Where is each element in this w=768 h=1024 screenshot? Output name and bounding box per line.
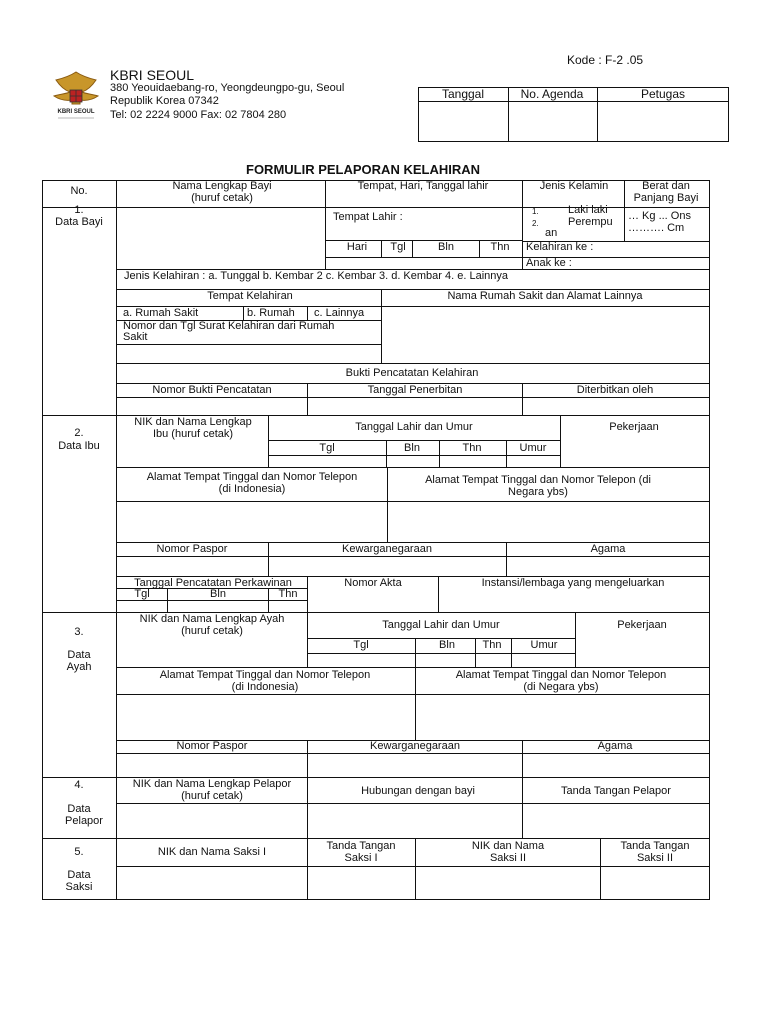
sec3-number: 3. [74,626,84,638]
kawin-bln-label: Bln [210,588,226,600]
org-address-line2: Republik Korea 07342 [110,95,219,107]
pelapor-nik-label-2: (huruf cetak) [181,790,243,802]
org-name: KBRI SEOUL [110,67,195,83]
tgl-field[interactable] [382,258,411,268]
form-code: Kode : F-2 .05 [567,53,644,67]
kelahiran-ke-field[interactable] [604,242,708,256]
sec5-number: 5. [74,846,84,858]
pelapor-hubungan-field[interactable] [308,804,521,837]
nomor-bukti-field[interactable] [117,398,306,414]
kawin-tgl-label: Tgl [134,588,150,600]
sec5-name-2: Saksi [65,881,93,893]
ibu-tgl-field[interactable] [269,456,385,466]
nomor-surat-field[interactable] [117,345,380,362]
tgl-terbit-field[interactable] [308,398,521,414]
opt-lainnya[interactable]: c. Lainnya [314,307,365,319]
saksi2-ttd-label-1: Tanda Tangan [620,840,690,852]
reg-agenda-label: No. Agenda [520,87,584,101]
ayah-umur-label: Umur [530,639,558,651]
ibu-alamat-id-1: Alamat Tempat Tinggal dan Nomor Telepon [146,471,358,483]
nomor-bukti-label: Nomor Bukti Pencatatan [152,384,272,396]
reg-tanggal-field[interactable] [419,102,507,141]
saksi2-nik-field[interactable] [416,867,599,899]
opt-rumah[interactable]: b. Rumah [247,307,295,319]
panjang-cm[interactable]: ………. Cm [628,222,685,234]
sec1-name: Data Bayi [55,216,103,228]
label-bln: Bln [438,241,454,253]
pelapor-ttd-field[interactable] [523,804,709,837]
col-ttl: Tempat, Hari, Tanggal lahir [357,180,489,192]
ibu-kewarganegaraan-label: Kewarganegaraan [342,543,432,555]
ayah-kewarganegaraan-label: Kewarganegaraan [370,740,460,752]
bln-field[interactable] [413,258,478,268]
ayah-bln-field[interactable] [416,654,474,666]
saksi2-ttd-field[interactable] [601,867,709,899]
ayah-pekerjaan-label: Pekerjaan [617,619,667,631]
nomor-surat-label-2: Sakit [123,331,148,343]
ibu-alamat-ln-1: Alamat Tempat Tinggal dan Nomor Telepon (di [425,474,651,486]
ayah-kewarganegaraan-field[interactable] [308,754,521,776]
jk-opt2-label[interactable]: Perempu [568,216,613,228]
sec1-number: 1. [74,204,84,216]
ibu-agama-label: Agama [590,543,626,555]
ibu-ttl-label: Tanggal Lahir dan Umur [355,421,473,433]
jk-opt1-label[interactable]: Laki laki [568,204,608,216]
pelapor-ttd-label: Tanda Tangan Pelapor [561,785,671,797]
ayah-bln-label: Bln [439,639,455,651]
sec3-name-1: Data [67,649,91,661]
thn-field[interactable] [480,258,521,268]
ibu-alamat-id-2: (di Indonesia) [218,483,286,495]
anak-ke-field[interactable] [586,258,708,268]
ibu-alamat-ln-2: Negara ybs) [508,486,568,498]
diterbitkan-label: Diterbitkan oleh [576,384,654,396]
reg-petugas-label: Petugas [640,87,686,101]
pelapor-nik-field[interactable] [117,804,306,837]
kawin-tgl-field[interactable] [117,601,166,611]
tgl-kawin-label: Tanggal Pencatatan Perkawinan [134,577,292,589]
ayah-nik-label-2: (huruf cetak) [181,625,243,637]
saksi1-ttd-field[interactable] [308,867,414,899]
org-phone-fax: Tel: 02 2224 9000 Fax: 02 7804 280 [110,109,287,121]
ayah-tgl-label: Tgl [353,639,369,651]
ibu-agama-field[interactable] [507,557,709,575]
nomor-akta-label: Nomor Akta [344,577,402,589]
ibu-tgl-label: Tgl [319,442,335,454]
ayah-alamat-ln-2: (di Negara ybs) [523,681,599,693]
kawin-thn-label: Thn [278,588,298,600]
reg-agenda-field[interactable] [509,102,596,141]
col-no: No. [70,185,88,197]
form-title: FORMULIR PELAPORAN KELAHIRAN [246,162,480,177]
label-hari: Hari [346,241,368,253]
ibu-nik-label-2: Ibu (huruf cetak) [152,428,234,440]
pelapor-nik-label-1: NIK dan Nama Lengkap Pelapor [132,778,292,790]
ayah-agama-label: Agama [597,740,633,752]
ayah-umur-field[interactable] [512,654,574,666]
ayah-agama-field[interactable] [523,754,709,776]
reg-tanggal-label: Tanggal [441,87,485,101]
logo-text: KBRI SEOUL [57,109,95,115]
org-address-line1: 380 Yeouidaebang-ro, Yeongdeungpo-gu, Seoul [110,82,345,94]
ibu-nik-field[interactable] [117,441,267,466]
jk-opt2-num: 2. [532,219,539,228]
ibu-paspor-label: Nomor Paspor [156,543,228,555]
col-nama-bayi-1: Nama Lengkap Bayi [172,180,272,192]
ibu-bln-field[interactable] [387,456,438,466]
jenis-kelahiran[interactable]: Jenis Kelahiran : a. Tunggal b. Kembar 2 c. Kembar 3. d. Kembar 4. e. Lainnya [124,270,508,282]
col-berat-2: Panjang Bayi [633,192,699,204]
ayah-tgl-field[interactable] [308,654,414,666]
ayah-alamat-ln-1: Alamat Tempat Tinggal dan Nomor Telepon [455,669,667,681]
nama-rs-label: Nama Rumah Sakit dan Alamat Lainnya [447,290,643,302]
ayah-nik-field[interactable] [117,639,306,666]
sec4-number: 4. [74,779,84,791]
bukti-label: Bukti Pencatatan Kelahiran [345,367,479,379]
berat-kg[interactable]: … Kg ... Ons [628,210,691,222]
col-nama-bayi-2: (huruf cetak) [191,192,253,204]
opt-rumah-sakit[interactable]: a. Rumah Sakit [123,307,199,319]
saksi1-ttd-label-1: Tanda Tangan [326,840,396,852]
sec3-name-2: Ayah [66,661,92,673]
col-berat-1: Berat dan [642,180,690,192]
kawin-thn-field[interactable] [269,601,307,611]
label-thn: Thn [490,241,510,253]
ibu-pekerjaan-field[interactable] [561,441,709,466]
garuda-logo [48,68,104,130]
pelapor-hubungan-label: Hubungan dengan bayi [361,785,475,797]
tgl-terbit-label: Tanggal Penerbitan [367,384,463,396]
hari-field[interactable] [326,258,380,268]
saksi1-nik-field[interactable] [117,867,306,899]
ayah-nik-label-1: NIK dan Nama Lengkap Ayah [139,613,285,625]
ayah-paspor-label: Nomor Paspor [176,740,248,752]
ibu-kewarganegaraan-field[interactable] [269,557,505,575]
instansi-field[interactable] [439,590,709,611]
ibu-alamat-id-field[interactable] [117,502,386,541]
ayah-alamat-id-2: (di Indonesia) [231,681,299,693]
tempat-kelahiran-label: Tempat Kelahiran [207,290,293,302]
ayah-ttl-label: Tanggal Lahir dan Umur [382,619,500,631]
col-jenis-kelamin: Jenis Kelamin [539,180,609,192]
kawin-bln-field[interactable] [168,601,267,611]
jk-opt2-label-cont: an [545,227,558,239]
saksi1-ttd-label-2: Saksi I [344,852,378,864]
saksi2-nik-label-2: Saksi II [489,852,527,864]
nomor-akta-field[interactable] [308,590,437,611]
diterbitkan-field[interactable] [523,398,709,414]
tempat-lahir-field[interactable] [410,208,521,239]
saksi2-nik-label-1: NIK dan Nama [471,840,545,852]
sec5-name-1: Data [67,869,91,881]
sec4-name-1: Data [67,803,91,815]
ibu-thn-field[interactable] [440,456,505,466]
ayah-paspor-field[interactable] [117,754,306,776]
ibu-alamat-ln-field[interactable] [388,502,709,541]
nama-rs-field[interactable] [382,307,709,363]
ibu-umur-field[interactable] [507,456,559,466]
ibu-paspor-field[interactable] [117,557,267,575]
ibu-nik-label-1: NIK dan Nama Lengkap [134,416,252,428]
sec2-number: 2. [74,427,84,439]
ibu-bln-label: Bln [404,442,420,454]
ayah-thn-field[interactable] [476,654,510,666]
ayah-alamat-id-1: Alamat Tempat Tinggal dan Nomor Telepon [159,669,371,681]
saksi1-nik-label: NIK dan Nama Saksi I [157,846,267,858]
tempat-lahir-label: Tempat Lahir : [333,211,403,223]
kelahiran-ke-label: Kelahiran ke : [526,241,594,253]
ayah-alamat-id-field[interactable] [117,695,414,739]
nama-bayi-field[interactable] [117,208,324,268]
instansi-label: Instansi/lembaga yang mengeluarkan [481,577,665,589]
reg-petugas-field[interactable] [598,102,728,141]
ibu-thn-label: Thn [462,442,482,454]
sec2-name: Data Ibu [58,440,100,452]
ayah-alamat-ln-field[interactable] [416,695,709,739]
ibu-umur-label: Umur [519,442,547,454]
sec4-name-2: Pelapor [65,815,103,827]
ibu-pekerjaan-label: Pekerjaan [609,421,659,433]
ayah-thn-label: Thn [482,639,502,651]
jk-opt1-num: 1. [532,207,539,216]
saksi2-ttd-label-2: Saksi II [636,852,674,864]
nomor-surat-label-1: Nomor dan Tgl Surat Kelahiran dari Rumah [123,320,335,332]
label-tgl: Tgl [390,241,406,253]
anak-ke-label: Anak ke : [526,257,572,269]
ayah-pekerjaan-field[interactable] [576,639,709,666]
